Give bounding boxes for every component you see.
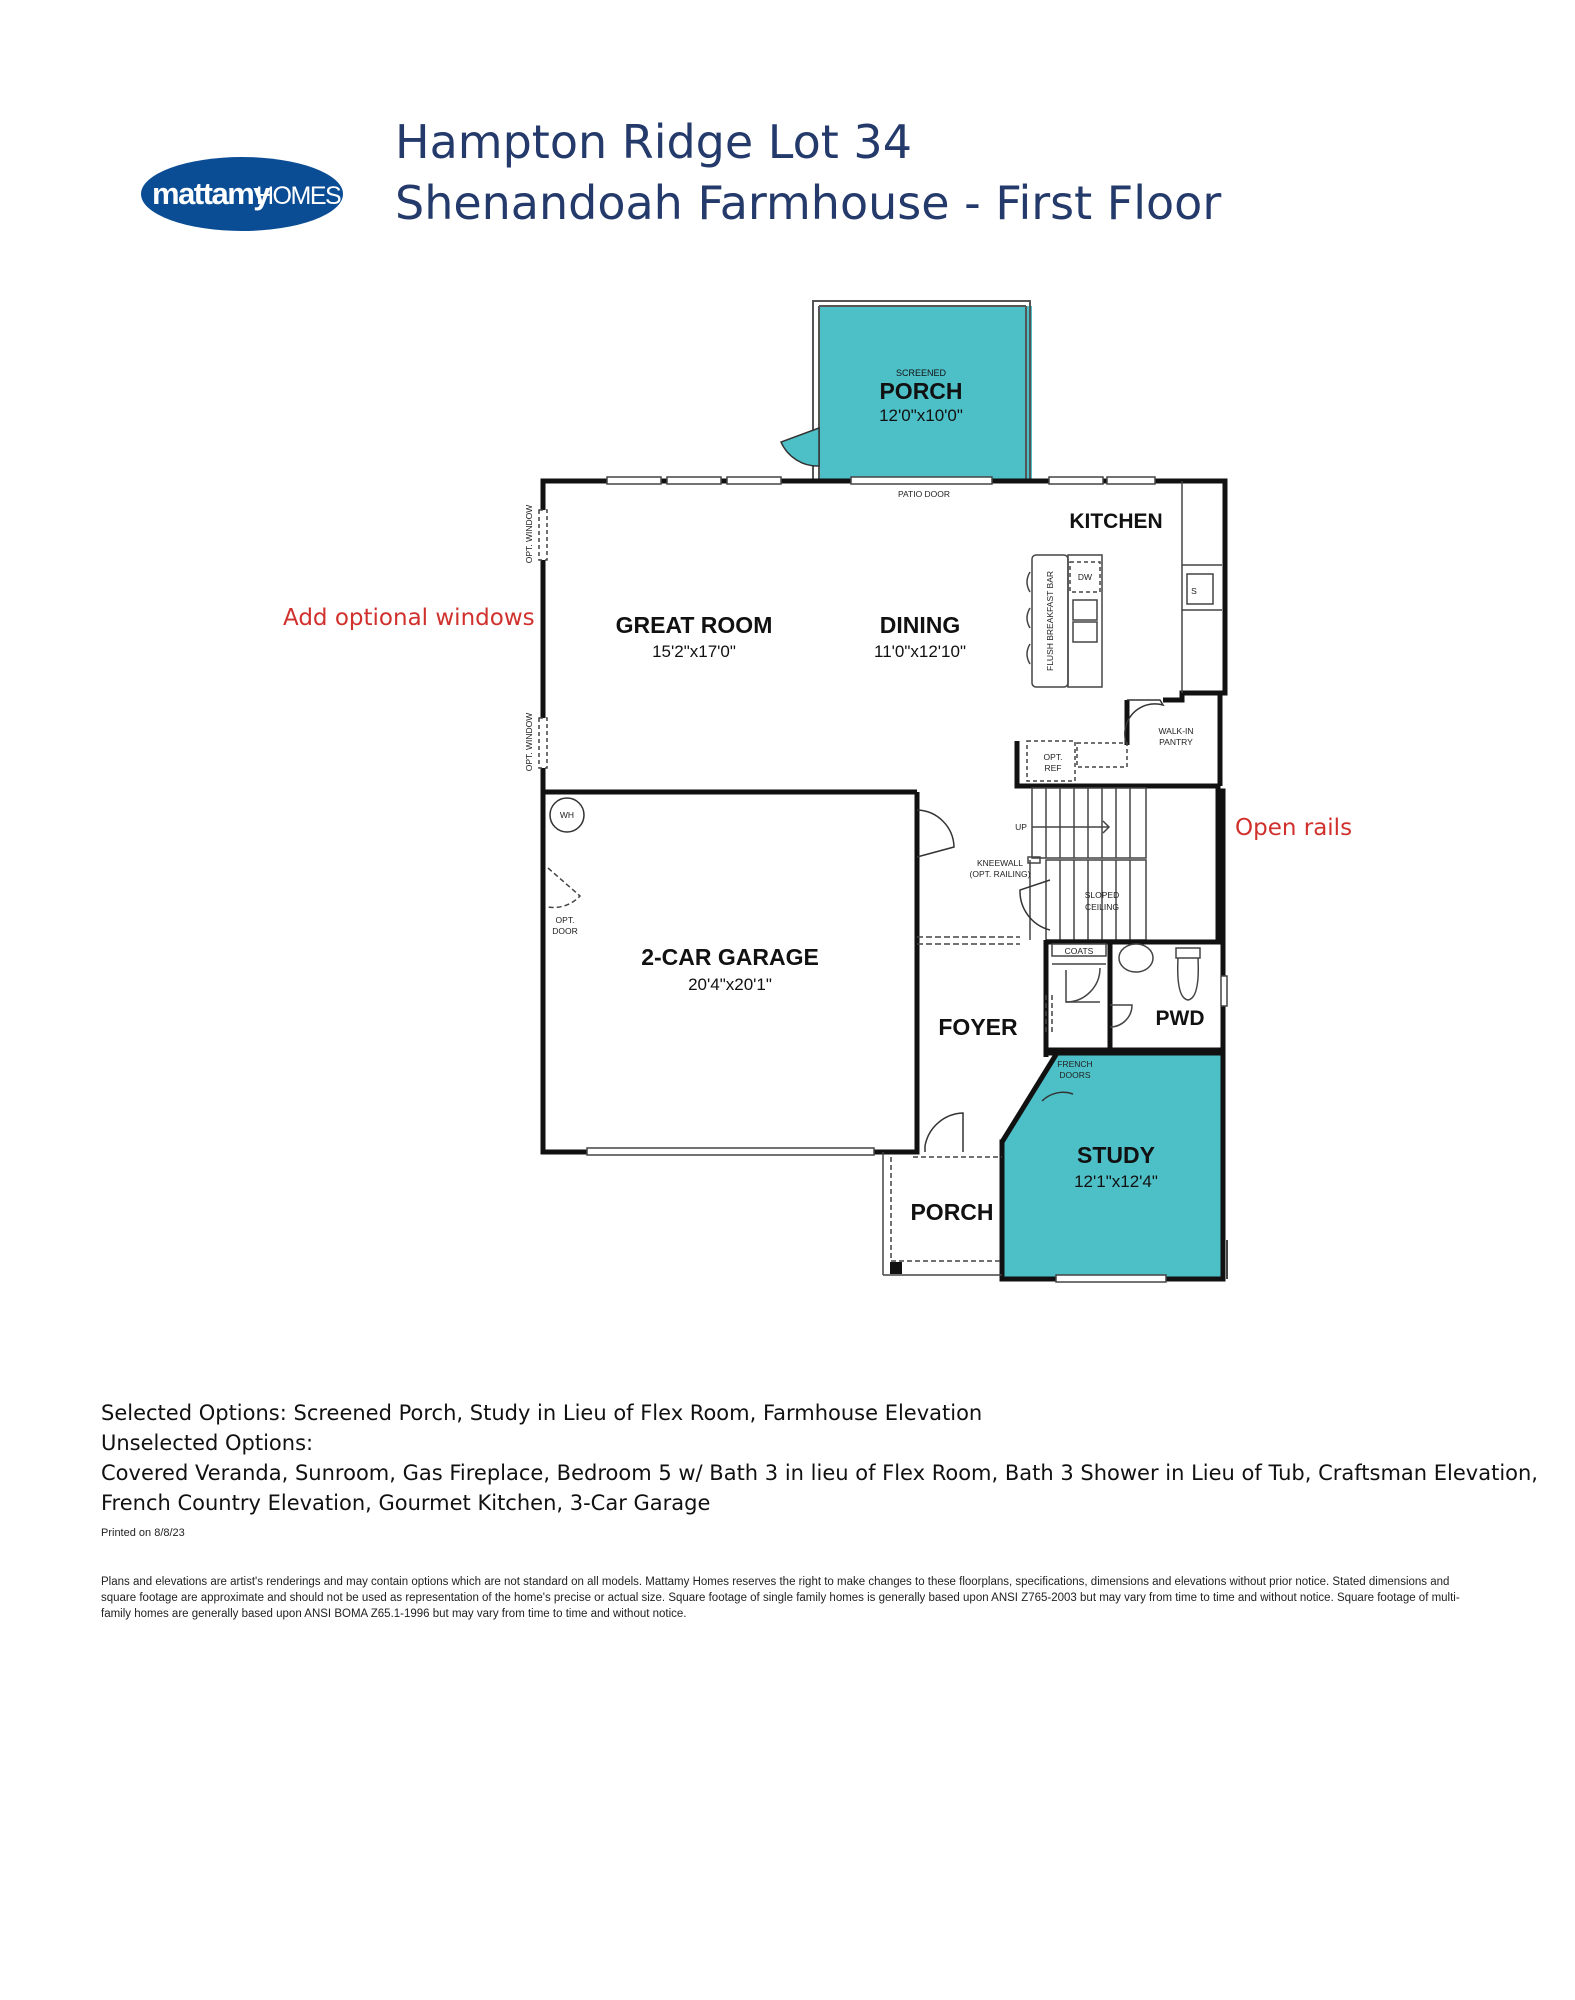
logo-text-homes: HOMES [256,182,341,210]
sink-label: S [1191,586,1197,596]
walk-in-label: WALK-IN [1158,726,1194,736]
unselected-options-line-1: Covered Veranda, Sunroom, Gas Fireplace, Bedroom 5 w/ Bath 3 in lieu of Flex Room, Bath 3 Shower in Lieu of Tub, Craftsman Elevation, [101,1461,1538,1485]
kitchen-counters [1182,481,1222,693]
screened-porch-label: PORCH [879,378,963,404]
dining-label: DINING [879,612,961,638]
kitchen-label: KITCHEN [1069,510,1163,533]
porch-post [890,1262,902,1274]
logo-text-mattamy: mattamy [152,176,269,211]
printed-date: Printed on 8/8/23 [101,1527,185,1539]
garage-entry-door [917,810,954,857]
doors-label: DOORS [1059,1070,1091,1080]
opt-window-upper-label: OPT. WINDOW [524,504,534,564]
stairs [1028,788,1146,940]
ceiling-label: CEILING [1084,902,1120,912]
plan-subtitle: Shenandoah Farmhouse - First Floor [395,176,1222,230]
garage-label: 2-CAR GARAGE [641,944,819,970]
rear-windows [607,477,1155,484]
pwd-label: PWD [1155,1007,1205,1030]
options-list [101,1398,1538,1518]
plan-title: Hampton Ridge Lot 34 [395,115,912,169]
garage-door-label: DOOR [552,926,578,936]
pantry-door [1125,700,1163,745]
optional-ref [1027,741,1127,781]
pwd-walls [1046,942,1223,1057]
flush-breakfast-bar-label: FLUSH BREAKFAST BAR [1045,571,1055,671]
disclaimer: Plans and elevations are artist's renderings and may contain options which are not standard on all models. Mattamy Homes reserves the right to make changes to these floorplans, specifications, dimensions and elevations without prior notice. Stated dimensions and square footage are approximate and should not be used as representation of the home's precise or actual size. Square footage of single family homes is generally based upon ANSI Z765-2003 but may vary from time to time and without notice. Square footage of multi-family homes are generally based upon ANSI BOMA Z65.1-1996 but may vary from time to time and without notice. [101,1576,1460,1620]
unselected-options-heading: Unselected Options: [101,1431,314,1455]
french-label: FRENCH [1057,1059,1093,1069]
coats-label: COATS [1064,946,1094,956]
great-room-label: GREAT ROOM [615,612,773,638]
study-label: STUDY [1077,1142,1155,1168]
study-dims: 12'1"x12'4" [1074,1172,1158,1191]
dishwasher-label: DW [1077,572,1093,582]
screened-porch-dims: 12'0"x10'0" [879,406,963,425]
front-porch-label: PORCH [910,1199,994,1225]
opt-ref-label-2: REF [1044,763,1062,773]
garage-dims: 20'4"x20'1" [688,975,772,994]
screened-label: SCREENED [895,368,947,378]
garage-opt-door [548,868,580,907]
garage-walls [543,792,917,1152]
sloped-label: SLOPED [1084,890,1120,900]
water-heater-label: WH [559,810,575,820]
front-door [925,1113,963,1152]
optional-windows-note: Add optional windows [283,605,535,631]
kneewall-label: KNEEWALL [977,858,1023,868]
opt-railing-label: (OPT. RAILING) [969,869,1031,879]
garage-door [587,1148,874,1155]
dining-dims: 11'0"x12'10" [874,642,966,661]
open-rails-note: Open rails [1235,815,1353,841]
screened-porch-door [781,428,819,466]
patio-door-label: PATIO DOOR [897,489,951,499]
opt-ref-label-1: OPT. [1043,752,1063,762]
opt-window-lower-label: OPT. WINDOW [524,712,534,772]
stair-up-label: UP [1015,822,1027,832]
selected-options: Selected Options: Screened Porch, Study in Lieu of Flex Room, Farmhouse Elevation [101,1401,983,1425]
pantry-label: PANTRY [1159,737,1193,747]
foyer-label: FOYER [938,1014,1018,1040]
foyer-opening [917,937,1020,944]
garage-opt-label: OPT. [555,915,575,925]
study-window [1056,1275,1166,1282]
unselected-options-line-2: French Country Elevation, Gourmet Kitchen, 3-Car Garage [101,1491,711,1515]
great-room-dims: 15'2"x17'0" [652,642,736,661]
